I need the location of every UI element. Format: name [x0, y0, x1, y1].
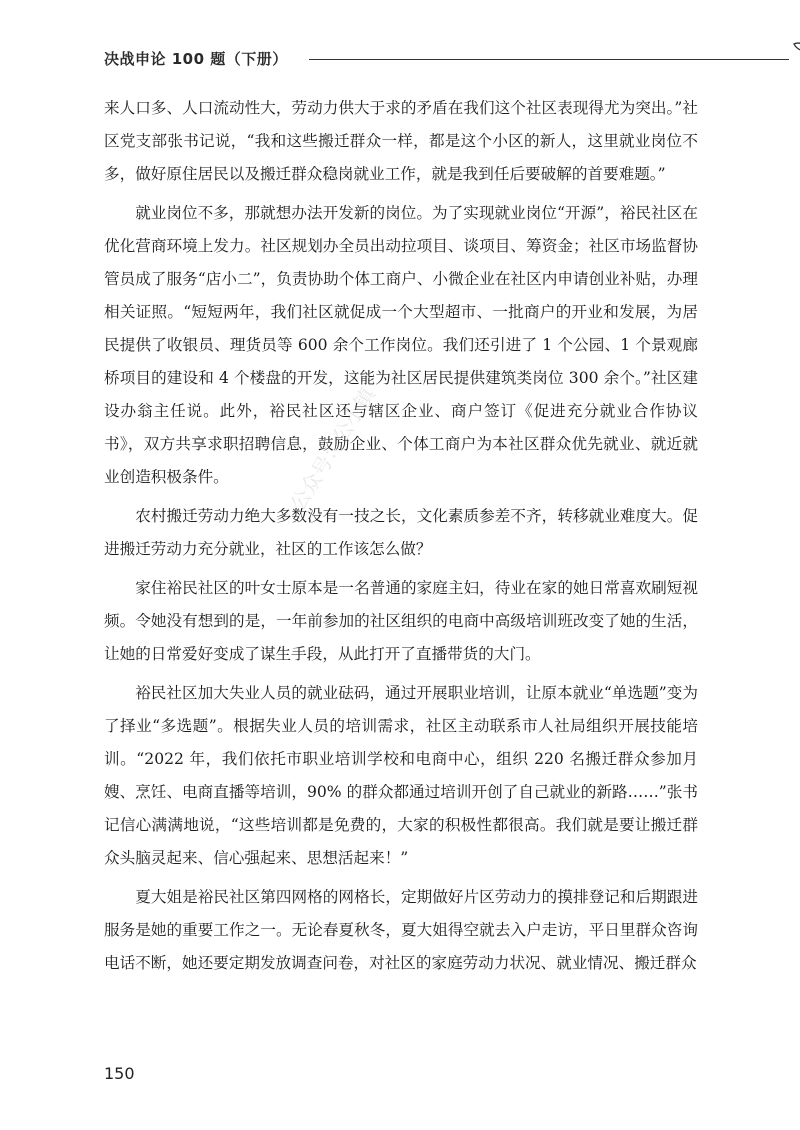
book-title: 决战申论 100 题（下册） — [104, 50, 288, 68]
watermark: 公众号：公小镇 — [285, 383, 380, 515]
paragraph: 来人口多、人口流动性大，劳动力供大于求的矛盾在我们这个社区表现得尤为突出。”社区党支部张书记说，“我和这些搬迁群众一样，都是这个小区的新人，这里就业岗位不多，做好原住居民以及搬迁群众稳岗就业工作，就是我到任后要破解的首要难题。” — [104, 99, 698, 183]
paragraph: 家住裕民社区的叶女士原本是一名普通的家庭主妇，待业在家的她日常喜欢刷短视频。令她没有想到的是，一年前参加的社区组织的电商中高级培训班改变了她的生活，让她的日常爱好变成了谋生手段，从此打开了直播带货的大门。 — [104, 579, 698, 663]
paragraph: 农村搬迁劳动力绝大多数没有一技之长，文化素质参差不齐，转移就业难度大。促进搬迁劳动力充分就业，社区的工作该怎么做？ — [104, 507, 698, 558]
header-rule — [309, 59, 789, 60]
page-number: 150 — [104, 1064, 135, 1083]
paragraph: 夏大姐是裕民社区第四网格的网格长，定期做好片区劳动力的摸排登记和后期跟进服务是她的重要工作之一。无论春夏秋冬，夏大姐得空就去入户走访，平日里群众咨询电话不断，她还要定期发放调查问卷，对社区的家庭劳动力状况、就业情况、搬迁群众 — [104, 888, 698, 972]
sprout-icon — [792, 38, 800, 68]
paragraph: 裕民社区加大失业人员的就业砝码，通过开展职业培训，让原本就业“单选题”变为了择业“多选题”。根据失业人员的培训需求，社区主动联系市人社局组织开展技能培训。“2022 年，我们依托市职业培训学校和电商中心，组织 220 名搬迁群众参加月嫂、烹饪、电商直播等培训，90% 的群众都通过培训开创了自己就业的新路……”张书记信心满满地说，“这些培训都是免费的，大家的积极性都很高。我们就是要让搬迁群众头脑灵起来、信心强起来、思想活起来！” — [104, 684, 698, 867]
body-text — [104, 92, 698, 986]
paragraph: 就业岗位不多，那就想办法开发新的岗位。为了实现就业岗位“开源”，裕民社区在优化营商环境上发力。社区规划办全员出动拉项目、谈项目、筹资金；社区市场监督协管员成了服务“店小二”，负责协助个体工商户、小微企业在社区内申请创业补贴，办理相关证照。“短短两年，我们社区就促成一个大型超市、一批商户的开业和发展，为居民提供了收银员、理货员等 600 余个工作岗位。我们还引进了 1 个公园、1 个景观廊桥项目的建设和 4 个楼盘的开发，这能为社区居民提供建筑类岗位 300 余个。”社区建设办翁主任说。此外，裕民社区还与辖区企业、商户签订《促进充分就业合作协议书》，双方共享求职招聘信息，鼓励企业、个体工商户为本社区群众优先就业、就近就业创造积极条件。 — [104, 204, 698, 486]
page-header — [104, 38, 724, 78]
